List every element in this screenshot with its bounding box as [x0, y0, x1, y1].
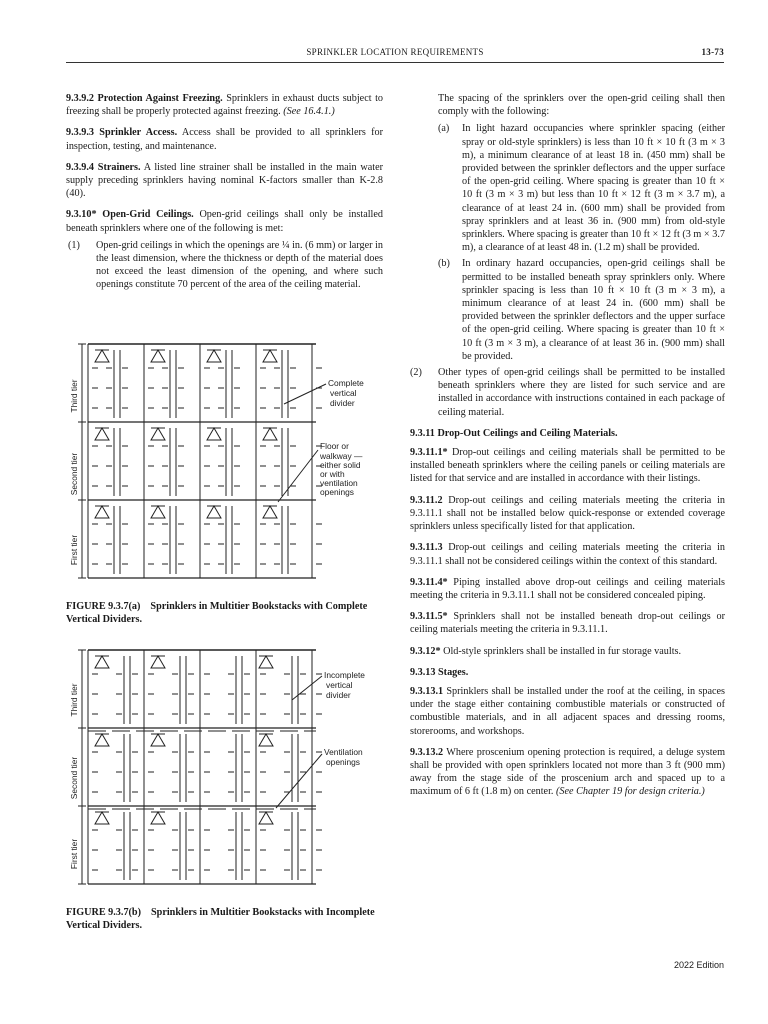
section-heading: 9.3.11.2	[410, 494, 443, 506]
sprinkler-symbol	[259, 812, 273, 824]
sprinkler-symbol	[151, 428, 165, 440]
section-9-3-9-4	[66, 161, 383, 201]
sprinkler-symbol	[151, 734, 165, 746]
section-body: Sprinklers shall be installed under the roof at the ceiling, in spaces under the stage either containing combustible materials or constructed of combustible materials, and in all adjacent spaces and dressing rooms, storerooms, and workshops.	[410, 685, 725, 737]
section-heading-9-3-13: 9.3.13 Stages.	[410, 666, 469, 678]
list-number: (a)	[438, 123, 450, 135]
sprinkler-symbol	[151, 350, 165, 362]
sprinkler-symbol	[151, 656, 165, 668]
section-9-3-13-1	[410, 685, 725, 738]
section-heading: 9.3.9.3 Sprinkler Access.	[66, 127, 178, 139]
section-9-3-9-3	[66, 126, 383, 152]
running-header	[66, 44, 724, 63]
list-number: (b)	[438, 258, 450, 270]
list-number: (2)	[410, 367, 422, 379]
callout-text: or with	[320, 469, 345, 479]
sprinkler-symbol	[95, 506, 109, 518]
section-9-3-11-3	[410, 541, 725, 567]
section-heading: 9.3.13.1	[410, 685, 444, 697]
section-9-3-12	[410, 645, 725, 658]
section-body: Old-style sprinklers shall be installed in fur storage vaults.	[440, 645, 682, 657]
callout-text: Incomplete	[324, 670, 365, 680]
cross-reference: (See 16.4.1.)	[283, 106, 335, 118]
sprinkler-symbol	[259, 656, 273, 668]
section-heading: 9.3.9.4 Strainers.	[66, 161, 141, 173]
callout-leader	[292, 676, 322, 700]
figure-caption-text: Sprinklers in Multitier Bookstacks with Incomplete Vertical Dividers.	[66, 907, 375, 931]
section-heading-9-3-11: 9.3.11 Drop-Out Ceilings and Ceiling Materials.	[410, 427, 618, 439]
figure-9-3-7a	[66, 336, 384, 626]
sprinkler-symbol	[95, 350, 109, 362]
section-9-3-11-5	[410, 610, 725, 636]
callout-text: vertical	[330, 388, 357, 398]
callout-text: openings	[320, 487, 354, 497]
section-heading: 9.3.11.5*	[410, 611, 448, 623]
section-heading: 9.3.12*	[410, 645, 441, 657]
callout-text: Complete	[328, 378, 364, 388]
tier-label: First tier	[69, 534, 79, 566]
tier-label: Second tier	[69, 756, 79, 800]
section-body: Drop-out ceilings and ceiling materials meeting the criteria in 9.3.11.1 shall not be installed below quick-response or extended coverage sprinklers unless specifically listed for that application.	[410, 494, 725, 533]
section-body: Access shall be provided to all sprinklers for inspection, testing, and maintenance.	[66, 127, 383, 152]
left-column	[66, 92, 383, 295]
sprinkler-symbol	[95, 428, 109, 440]
section-9-3-11-4	[410, 576, 725, 602]
sprinkler-symbol	[207, 350, 221, 362]
figure-label: FIGURE 9.3.7(a)	[66, 601, 141, 612]
cross-reference: (See Chapter 19 for design criteria.)	[556, 786, 705, 798]
sprinkler-symbol	[207, 506, 221, 518]
list-text: Open-grid ceilings in which the openings are ¼ in. (6 mm) or larger in the least dimension, where the thickness or depth of the material does not exceed the least dimension of the opening, and where such openings constitute 70 percent of the area of the ceiling material.	[96, 239, 383, 291]
sprinkler-symbol	[95, 656, 109, 668]
figure-caption-text: Sprinklers in Multitier Bookstacks with Complete Vertical Dividers.	[66, 601, 368, 625]
sprinkler-symbol	[151, 812, 165, 824]
page-number: 13-73	[701, 47, 724, 57]
tier-label: First tier	[69, 838, 79, 870]
section-9-3-11-2	[410, 494, 725, 534]
section-9-3-11-1	[410, 446, 725, 486]
section-body: A listed line strainer shall be installed in the main water supply preceding sprinklers having nominal K-factors smaller than K-2.8 (40).	[66, 161, 383, 200]
figure-label: FIGURE 9.3.7(b)	[66, 907, 141, 918]
callout-text: either solid	[320, 460, 361, 470]
section-body: Sprinklers in exhaust ducts subject to freezing shall be properly protected against freezing.	[66, 93, 383, 118]
sprinkler-symbol	[263, 506, 277, 518]
list-item-b	[410, 257, 725, 363]
figure-9-3-7b	[66, 642, 384, 932]
callout-text: divider	[326, 690, 351, 700]
callout-leader	[284, 384, 326, 404]
list-text: In light hazard occupancies where sprinkler spacing (either spray or old-style sprinklers) is less than 10 ft × 10 ft (3 m × 3 m), a minimum clearance of at least 18 in. (450 mm) shall be provided between the sprinkler deflectors and the upper surface of the open-grid ceiling. Where spacing is greater than 10 ft × 10 ft (3 m × 3 m) but less than 10 ft × 12 ft (3 m × 3.7 m), a clearance of at least 24 in. (600 mm) shall be provided from spray sprinklers and at least 36 in. (900 mm) from old-style sprinklers. Where spacing is greater than 10 ft × 12 ft (3 m × 3.7 m), a clearance of at least 48 in. (1.2 m) shall be provided.	[462, 123, 725, 254]
callout-text: ventilation	[320, 478, 358, 488]
section-9-3-13-2	[410, 746, 725, 799]
callout-text: Floor or	[320, 441, 349, 451]
callout-text: Ventilation	[324, 747, 363, 757]
figure-caption	[66, 906, 384, 932]
section-9-3-9-2	[66, 92, 383, 118]
section-heading: 9.3.11.4*	[410, 576, 448, 588]
sprinkler-symbol	[263, 350, 277, 362]
list-item-2	[410, 366, 725, 419]
sprinkler-symbol	[95, 734, 109, 746]
list-text: In ordinary hazard occupancies, open-grid ceilings shall be permitted to be installed beneath spray sprinklers only. Where sprinkler spacing is less than 10 ft × 10 ft (3 m × 3 m), a minimum clearance of at least 24 in. (600 mm) shall be provided between the sprinkler deflectors and the upper surface of the open-grid ceiling. Where spacing is greater than 10 ft × 10 ft (3 m × 3 m), a clearance of at least 36 in. (900 mm) shall be provided.	[462, 258, 725, 362]
section-body: Drop-out ceilings and ceiling materials meeting the criteria in 9.3.11.1 shall not be considered ceilings within the context of this standard.	[410, 542, 725, 567]
sprinkler-symbol	[95, 812, 109, 824]
section-9-3-10	[66, 208, 383, 234]
section-heading: 9.3.11.1*	[410, 447, 448, 459]
list-item-a	[410, 122, 725, 254]
section-heading: 9.3.10* Open-Grid Ceilings.	[66, 209, 194, 221]
sprinkler-symbol	[151, 506, 165, 518]
section-body: Open-grid ceilings shall only be installed beneath sprinklers where one of the following is met:	[66, 209, 383, 234]
running-header-title: SPRINKLER LOCATION REQUIREMENTS	[306, 47, 484, 57]
callout-text: walkway —	[320, 451, 363, 461]
callout-leader	[276, 754, 322, 808]
edition-label: 2022 Edition	[673, 960, 724, 970]
sprinkler-symbol	[263, 428, 277, 440]
tier-label: Third tier	[69, 683, 79, 717]
section-body: Where proscenium opening protection is required, a deluge system shall be provided with open sprinklers located not more than 3 ft (900 mm) away from the stage side of the proscenium arch and spaced up to a maximum of 6 ft (1.8 m) on center.	[410, 746, 725, 798]
right-column	[410, 92, 725, 807]
callout-text: openings	[326, 757, 360, 767]
list-item-1	[66, 239, 383, 292]
callout-text: divider	[330, 398, 355, 408]
sprinkler-symbol	[259, 734, 273, 746]
section-heading: 9.3.11.3	[410, 542, 443, 554]
figure-9-3-7a-diagram	[66, 336, 384, 596]
figure-caption	[66, 600, 384, 626]
figure-9-3-7b-diagram	[66, 642, 384, 902]
list-number: (1)	[68, 239, 80, 251]
section-heading: 9.3.13.2	[410, 746, 444, 758]
callout-text: vertical	[326, 680, 353, 690]
list-text: Other types of open-grid ceilings shall be permitted to be installed beneath sprinklers where they are listed for such service and are installed in accordance with instructions contained in each package of ceiling material.	[438, 367, 725, 418]
tier-label: Third tier	[69, 379, 79, 413]
open-grid-intro: The spacing of the sprinklers over the open-grid ceiling shall then comply with the following:	[438, 93, 725, 118]
section-body: Drop-out ceilings and ceiling materials shall be permitted to be installed beneath sprinklers where the ceiling panels or ceiling materials are listed for that service and are installed in accordance with their listings.	[410, 447, 725, 485]
sprinkler-symbol	[207, 428, 221, 440]
section-heading: 9.3.9.2 Protection Against Freezing.	[66, 93, 223, 104]
section-body: Sprinklers shall not be installed beneath drop-out ceilings or ceiling materials meeting the criteria in 9.3.11.1.	[410, 611, 725, 636]
tier-label: Second tier	[69, 452, 79, 496]
section-body: Piping installed above drop-out ceilings and ceiling materials meeting the criteria in 9.3.11.1 shall not be considered concealed piping.	[410, 576, 725, 601]
